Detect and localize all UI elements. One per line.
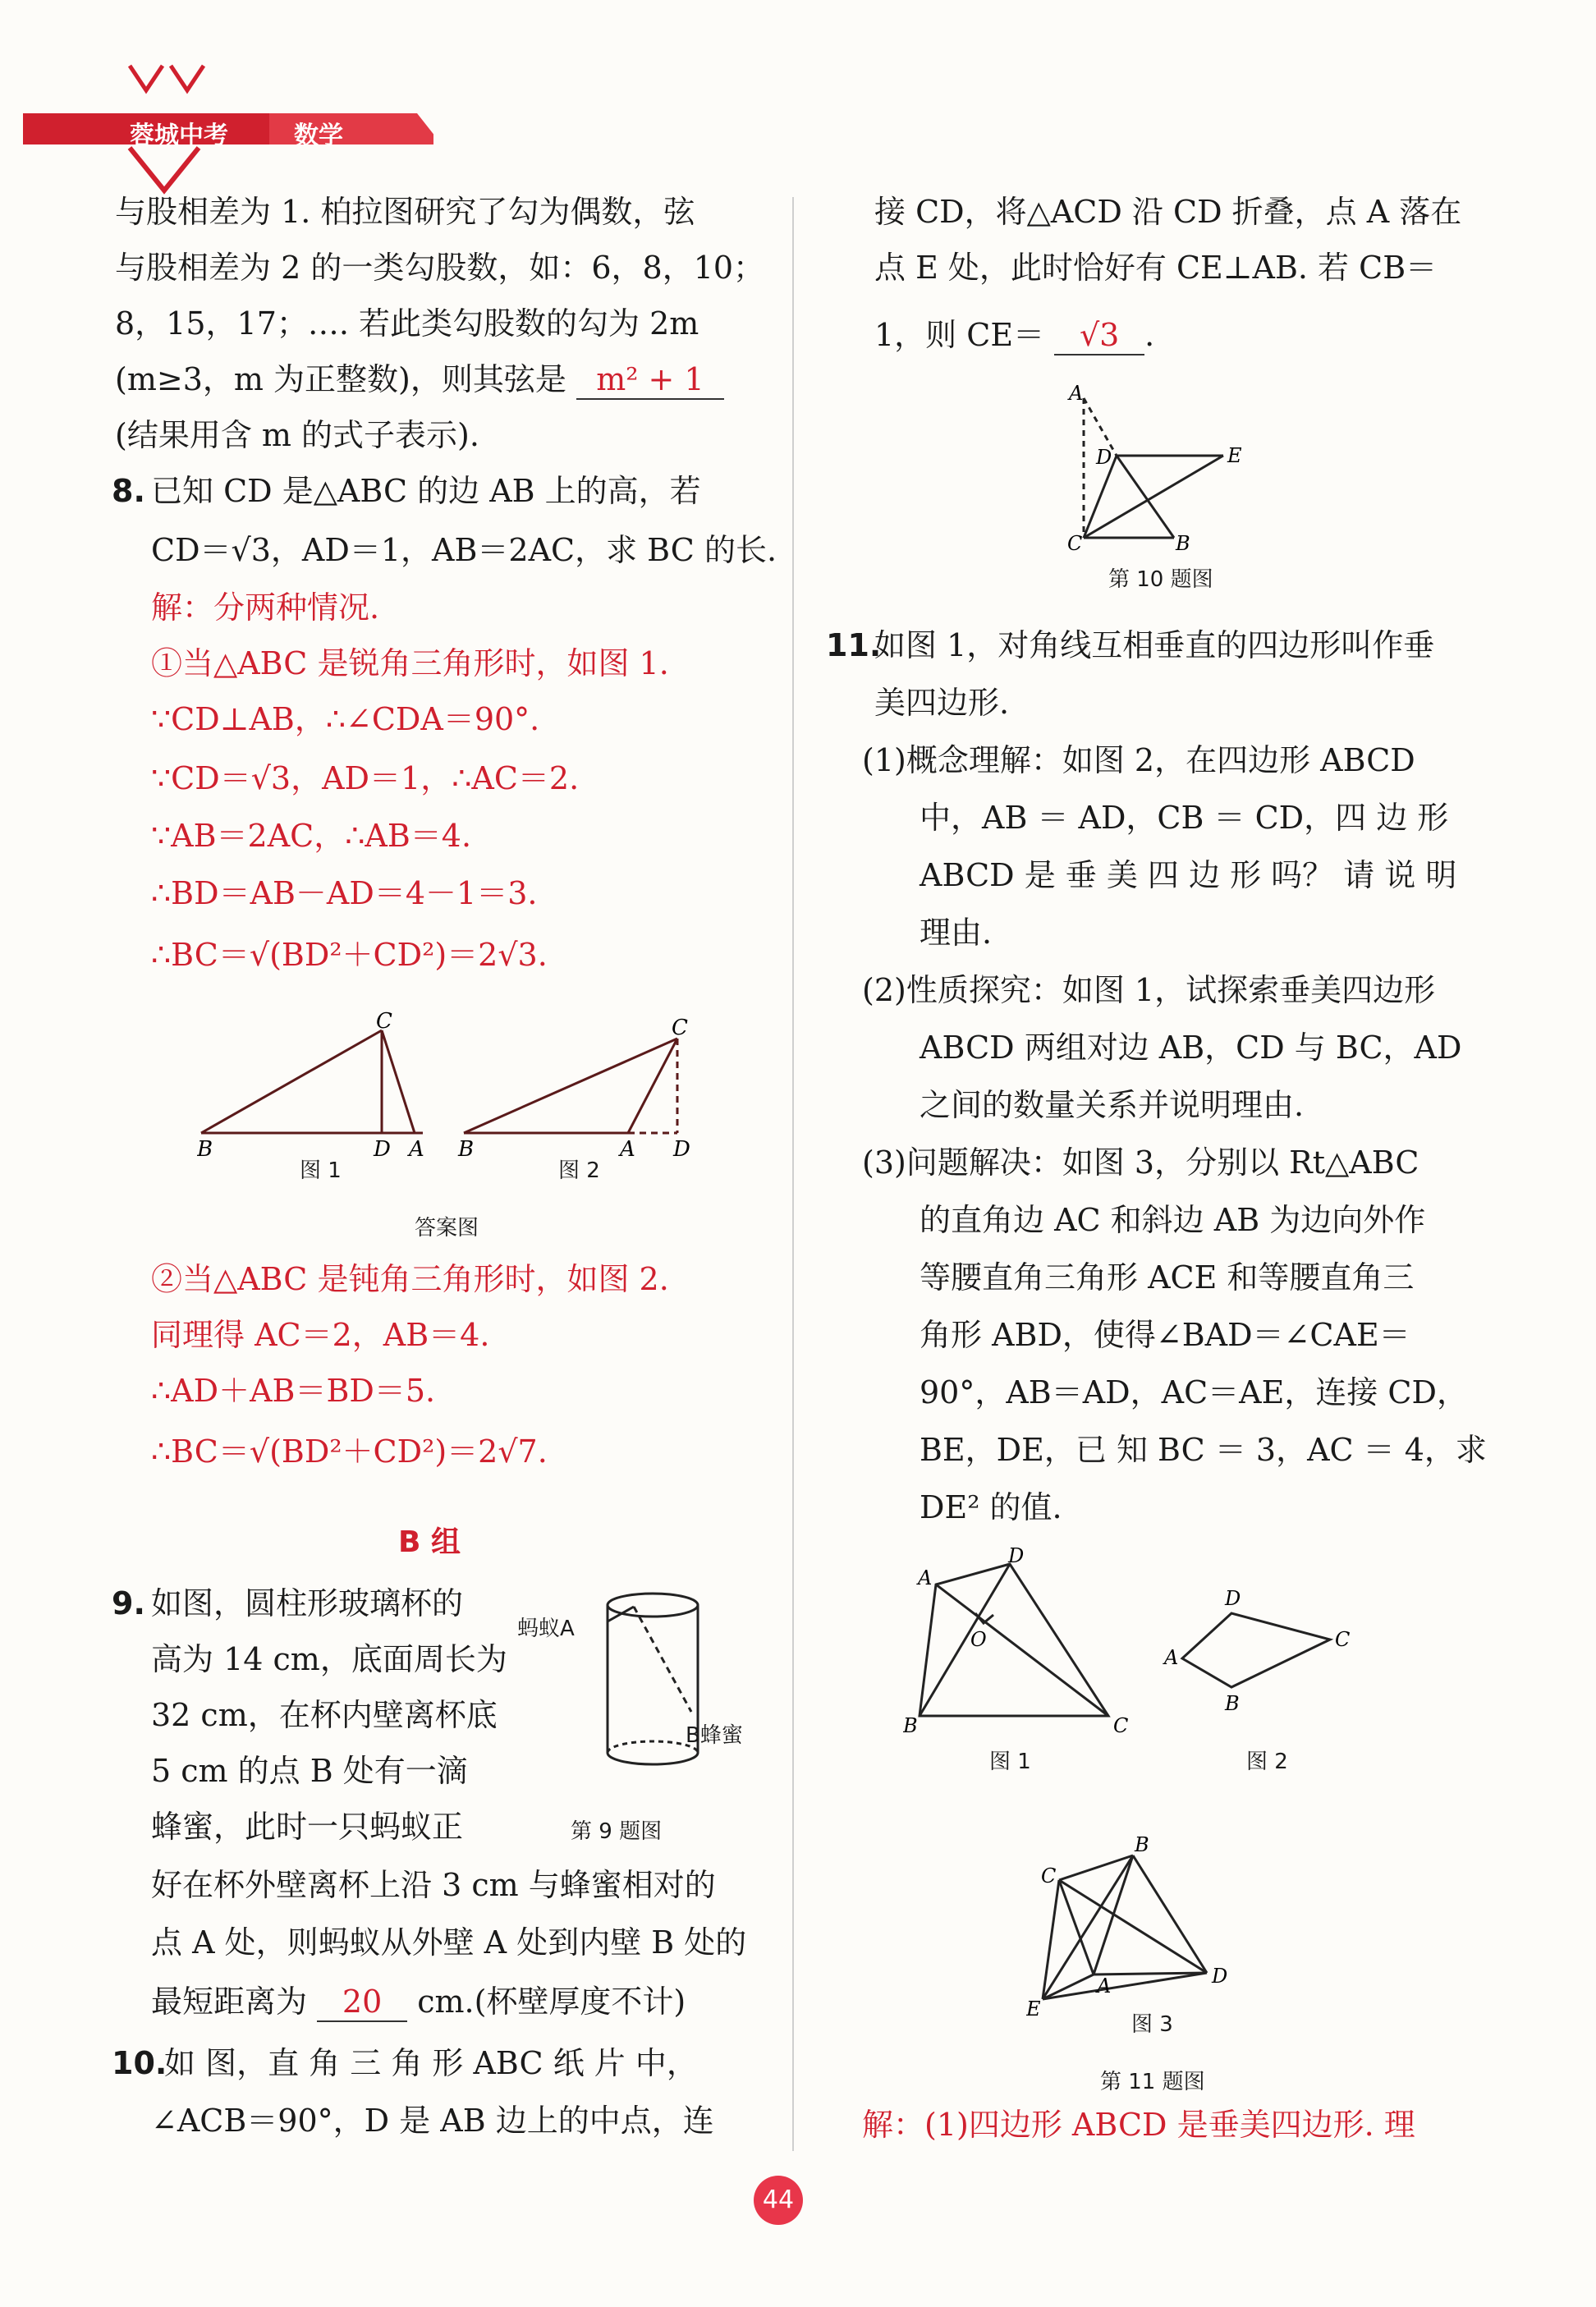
fig2-q11-label-d: D — [1225, 1587, 1241, 1610]
q10-answer: √3 — [1054, 316, 1144, 355]
fig1-label-a: A — [409, 1137, 424, 1158]
fig1-label-c: C — [376, 1010, 392, 1034]
q7-line-2: 与股相差为 2 的一类勾股数，如：6，8，10； — [115, 250, 765, 286]
q8-solution-3: ∵CD⊥AB，∴∠CDA＝90°. — [151, 701, 540, 737]
q11-figures-1-2 — [903, 1548, 1412, 1736]
q7-line-4 — [115, 360, 724, 400]
q10-label-d: D — [1096, 446, 1112, 469]
q11-sub-6: ABCD 两组对边 AB，CD 与 BC，AD — [920, 1030, 1462, 1066]
q7-answer: m² + 1 — [576, 360, 724, 400]
fig2-q11-label-c: C — [1335, 1628, 1351, 1651]
fig1-q11-label-a: A — [918, 1566, 933, 1589]
q10-number: 10. — [112, 2045, 167, 2081]
q11-line-1: 如图 1，对角线互相垂直的四边形叫作垂 — [874, 627, 1435, 663]
fig1-q11-label-b: B — [903, 1714, 918, 1736]
q10-cont-3-text: 1，则 CE＝ — [874, 317, 1045, 353]
fig3-label-e: E — [1026, 1997, 1041, 2020]
q11-sub-11: 角形 ABD，使得∠BAD＝∠CAE＝ — [920, 1317, 1410, 1353]
q10-cont-2: 点 E 处，此时恰好有 CE⊥AB. 若 CB＝ — [874, 250, 1438, 286]
q8-solution-6: ∴BD＝AB－AD＝4－1＝3. — [151, 875, 538, 911]
q11-sub-4: 理由. — [920, 915, 993, 951]
q9-line-1: 如图，圆柱形玻璃杯的 — [151, 1585, 464, 1621]
fig1-label-b: B — [197, 1137, 213, 1158]
q8-line-1: 已知 CD 是△ABC 的边 AB 上的高，若 — [151, 473, 701, 509]
q11-figure-3 — [1026, 1835, 1273, 2032]
q8-solution-1: 解：分两种情况. — [151, 589, 380, 626]
q8-solution2-2: 同理得 AC＝2，AB＝4. — [151, 1317, 490, 1353]
q11-sub-1: (1)概念理解：如图 2，在四边形 ABCD — [862, 742, 1415, 778]
q8-solution-2: ①当△ABC 是锐角三角形时，如图 1. — [151, 645, 669, 681]
q9-line-8 — [151, 1983, 686, 2022]
subject-title: 数学 — [294, 122, 343, 150]
q10-line-2: ∠ACB＝90°，D 是 AB 边上的中点，连 — [151, 2103, 714, 2139]
fig1-q11-label-d: D — [1008, 1548, 1025, 1567]
fig2-label-b: B — [458, 1137, 475, 1158]
q11-sub-12: 90°，AB＝AD，AC＝AE，连接 CD， — [920, 1374, 1468, 1410]
fig1-q11-label-c: C — [1113, 1714, 1129, 1736]
answer-fig1-caption: 图 1 — [300, 1158, 342, 1183]
column-divider — [792, 197, 794, 2151]
q8-solution2-3: ∴AD＋AB＝BD＝5. — [151, 1373, 436, 1409]
fig3-label-b: B — [1135, 1835, 1149, 1856]
brand-title: 蓉城中考 — [130, 122, 228, 150]
fig1-q11-label-o: O — [970, 1628, 987, 1651]
q8-solution-5: ∵AB＝2AC，∴AB＝4. — [151, 818, 472, 854]
fig2-label-c: C — [672, 1016, 688, 1040]
q10-label-a: A — [1069, 382, 1084, 405]
q7-tail: (结果用含 m 的式子表示). — [115, 417, 479, 453]
q11-sub-8: (3)问题解决：如图 3，分别以 Rt△ABC — [862, 1144, 1419, 1181]
q9-line-2: 高为 14 cm，底面周长为 — [151, 1641, 507, 1677]
q11-fig2-caption: 图 2 — [1246, 1750, 1288, 1774]
q11-sub-9: 的直角边 AC 和斜边 AB 为边向外作 — [920, 1202, 1426, 1238]
q11-sub-7: 之间的数量关系并说明理由. — [920, 1087, 1305, 1123]
answer-figures — [197, 1010, 788, 1158]
q8-solution-7: ∴BC＝√(BD²＋CD²)＝2√3. — [151, 937, 548, 973]
q10-period: . — [1144, 317, 1155, 353]
q9-number: 9. — [112, 1585, 145, 1621]
q10-label-e: E — [1227, 444, 1242, 467]
q11-number: 11. — [826, 627, 882, 663]
q7-line-4-text: (m≥3，m 为正整数)，则其弦是 — [115, 361, 566, 397]
q9-answer: 20 — [317, 1983, 407, 2022]
q9-line-4: 5 cm 的点 B 处有一滴 — [151, 1753, 468, 1789]
cylinder-ant-label: 蚂蚁A — [517, 1617, 575, 1641]
page-header — [23, 57, 433, 197]
q11-sub-13: BE，DE，已 知 BC ＝ 3，AC ＝ 4，求 — [920, 1432, 1487, 1468]
answer-fig2-caption: 图 2 — [558, 1158, 600, 1183]
fig2-q11-label-b: B — [1225, 1692, 1240, 1715]
fig1-label-d: D — [374, 1137, 391, 1158]
q11-sub-10: 等腰直角三角形 ACE 和等腰直角三 — [920, 1259, 1415, 1296]
q8-line-2: CD＝√3，AD＝1，AB＝2AC，求 BC 的长. — [151, 532, 777, 568]
q9-line-6: 好在杯外壁离杯上沿 3 cm 与蜂蜜相对的 — [151, 1867, 716, 1903]
fig2-label-a: A — [620, 1137, 635, 1158]
q11-line-2: 美四边形. — [874, 685, 1010, 721]
fig2-label-d: D — [673, 1137, 690, 1158]
q8-solution2-4: ∴BC＝√(BD²＋CD²)＝2√7. — [151, 1433, 548, 1470]
q11-sub-2: 中，AB ＝ AD，CB ＝ CD，四 边 形 — [920, 800, 1449, 836]
q11-fig3-caption: 图 3 — [1131, 2012, 1173, 2037]
q11-figure-caption: 第 11 题图 — [1100, 2070, 1205, 2094]
q9-figure-caption: 第 9 题图 — [571, 1819, 663, 1844]
q8-number: 8. — [112, 473, 145, 509]
q11-sub-3: ABCD 是 垂 美 四 边 形 吗？ 请 说 明 — [920, 857, 1457, 893]
fig2-q11-label-a: A — [1164, 1646, 1179, 1669]
q10-cont-1: 接 CD，将△ACD 沿 CD 折叠，点 A 落在 — [874, 194, 1462, 230]
q11-sub-5: (2)性质探究：如图 1，试探索垂美四边形 — [862, 972, 1436, 1008]
page-number: 44 — [754, 2176, 803, 2225]
group-b-heading: B 组 — [398, 1525, 461, 1559]
brand-logo-icon — [23, 57, 433, 197]
q9-tail: cm.(杯壁厚度不计) — [417, 1984, 686, 2020]
q8-solution-4: ∵CD＝√3，AD＝1，∴AC＝2. — [151, 760, 580, 796]
q7-line-1: 与股相差为 1. 柏拉图研究了勾为偶数，弦 — [115, 194, 695, 230]
q9-line-3: 32 cm，在杯内壁离杯底 — [151, 1697, 498, 1733]
q11-solution-start: 解：(1)四边形 ABCD 是垂美四边形. 理 — [862, 2107, 1415, 2143]
fig3-label-d: D — [1212, 1965, 1228, 1988]
cylinder-honey-label: B蜂蜜 — [686, 1723, 743, 1748]
q7-line-3: 8，15，17；…. 若此类勾股数的勾为 2m — [115, 305, 699, 342]
answer-figure-caption: 答案图 — [415, 1216, 479, 1241]
q11-sub-14: DE² 的值. — [920, 1489, 1062, 1525]
q9-line-7: 点 A 处，则蚂蚁从外壁 A 处到内壁 B 处的 — [151, 1924, 747, 1961]
q10-figure — [1067, 382, 1281, 554]
fig3-label-a: A — [1097, 1974, 1112, 1997]
q10-label-c: C — [1067, 532, 1083, 554]
q10-cont-3 — [874, 316, 1154, 355]
q10-figure-caption: 第 10 题图 — [1108, 567, 1213, 592]
fig3-label-c: C — [1041, 1864, 1057, 1887]
q10-label-b: B — [1176, 532, 1190, 554]
q8-solution2-1: ②当△ABC 是钝角三角形时，如图 2. — [151, 1261, 669, 1297]
q9-line-8-text: 最短距离为 — [151, 1984, 308, 2020]
q11-fig1-caption: 图 1 — [989, 1750, 1031, 1774]
q10-line-1: 如 图，直 角 三 角 形 ABC 纸 片 中， — [164, 2045, 698, 2081]
q9-line-5: 蜂蜜，此时一只蚂蚁正 — [151, 1809, 464, 1845]
